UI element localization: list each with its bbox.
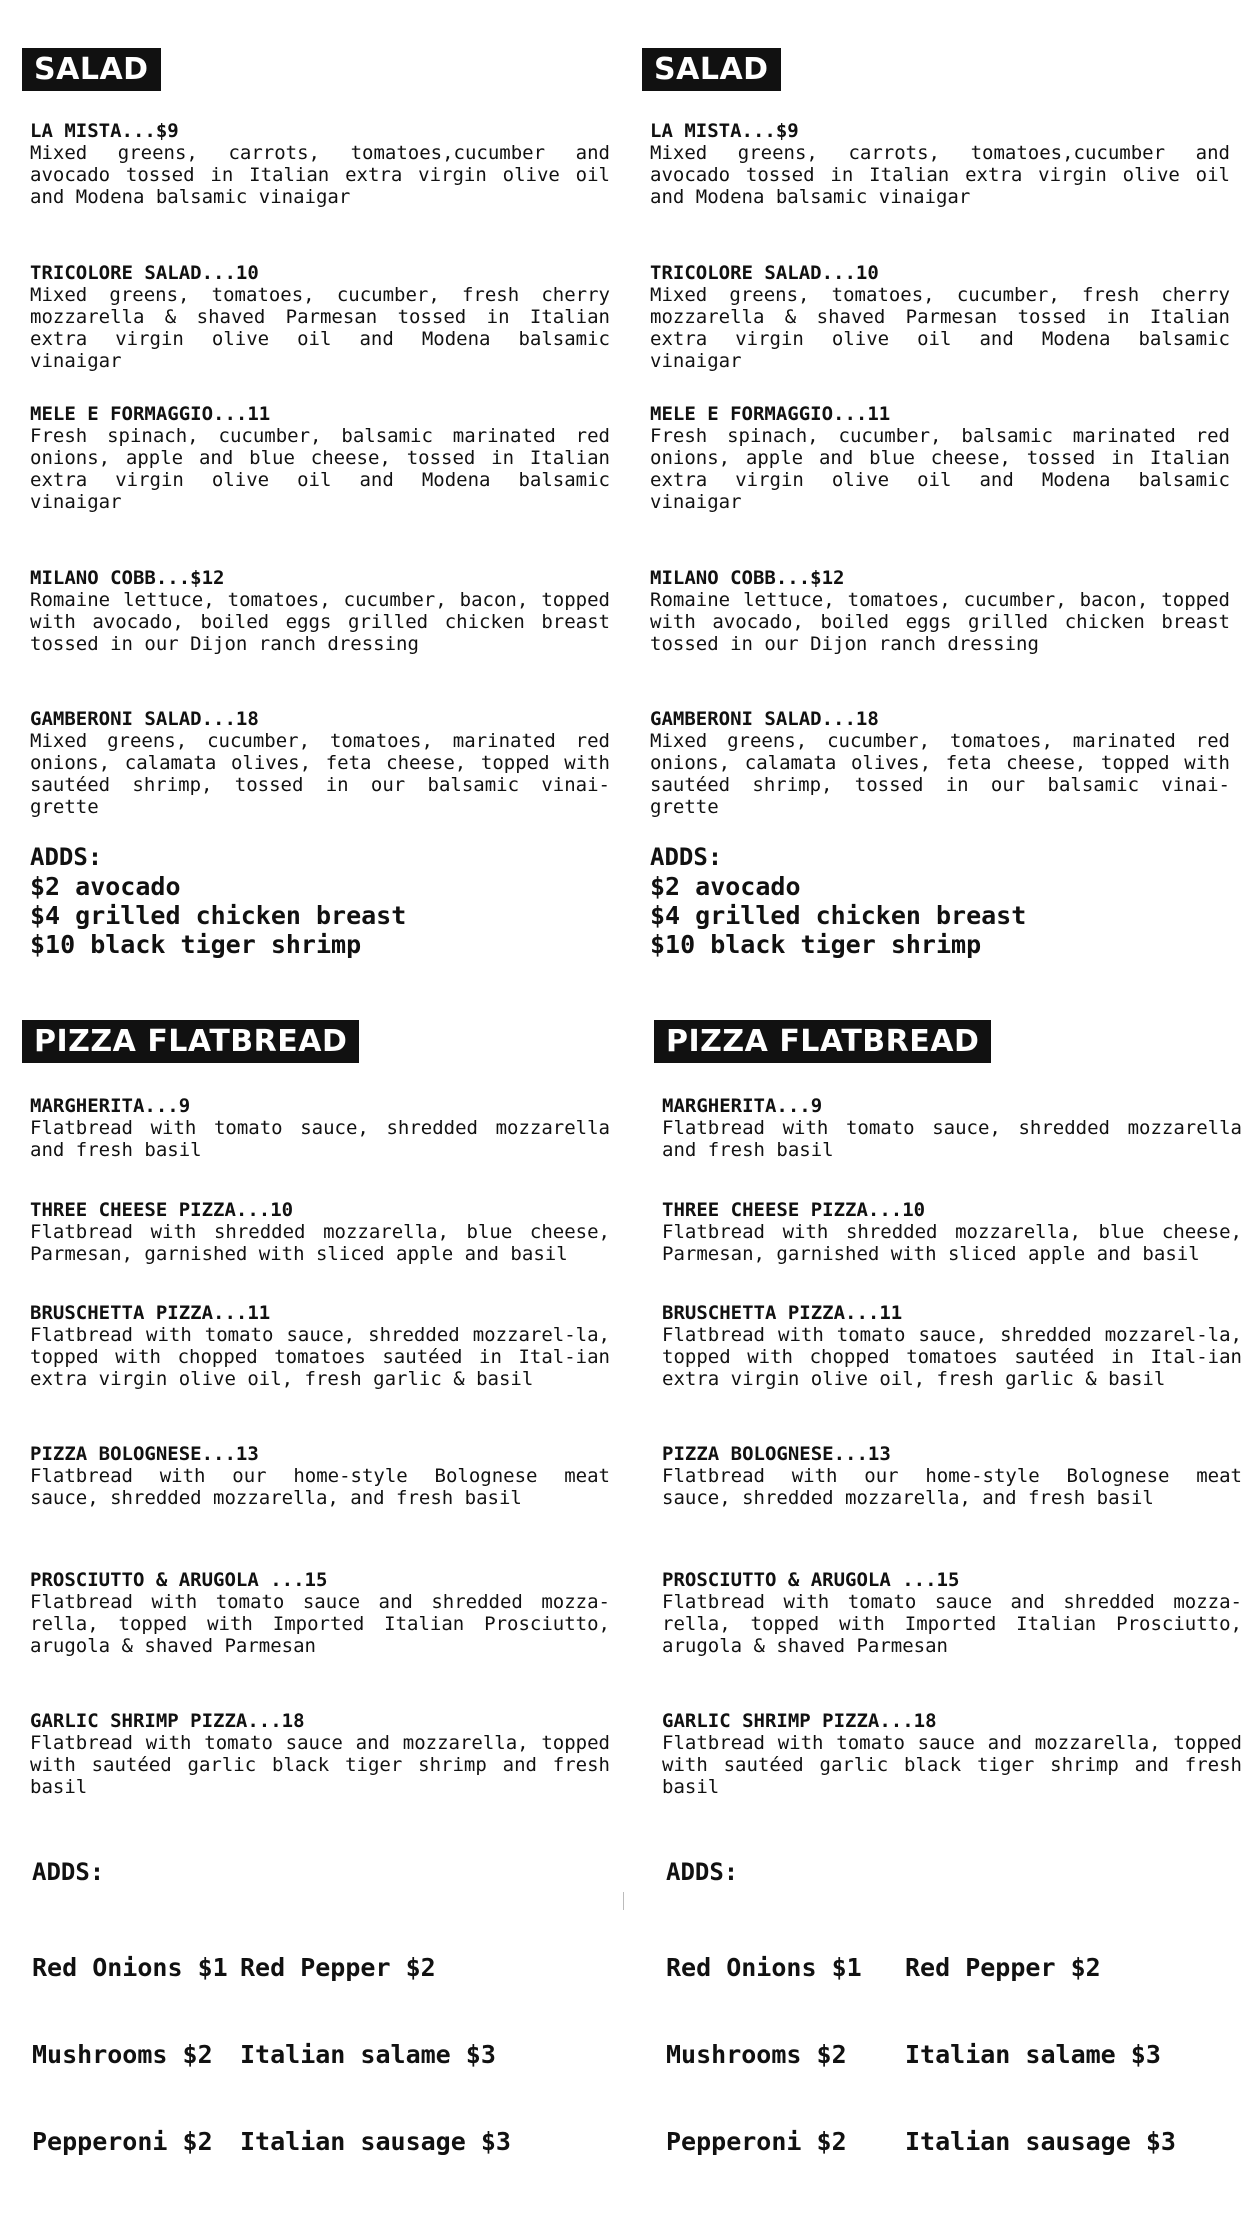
item-title: MILANO COBB...$12 xyxy=(650,567,845,589)
item-description: Flatbread with tomato sauce, shredded mozzarella and fresh basil xyxy=(662,1117,1242,1161)
menu-item xyxy=(662,1710,1242,1798)
item-title: PIZZA BOLOGNESE...13 xyxy=(662,1443,891,1465)
pizza-header: PIZZA FLATBREAD xyxy=(654,1020,991,1063)
pizza-add-item: Italian salame $3 xyxy=(240,2040,496,2069)
item-title: GARLIC SHRIMP PIZZA...18 xyxy=(662,1710,937,1732)
item-title: BRUSCHETTA PIZZA...11 xyxy=(662,1302,903,1324)
item-title: LA MISTA...$9 xyxy=(30,120,179,142)
item-description: Flatbread with our home-style Bolognese meat sauce, shredded mozzarella, and fresh basil xyxy=(662,1465,1242,1509)
item-description: Romaine lettuce, tomatoes, cucumber, bacon, topped with avocado, boiled eggs grilled chicken breast tossed in our Dijon ranch dressing xyxy=(650,589,1230,655)
menu-item xyxy=(30,1710,610,1798)
item-title: PROSCIUTTO & ARUGOLA ...15 xyxy=(662,1569,960,1591)
item-description: Mixed greens, tomatoes, cucumber, fresh cherry mozzarella & shaved Parmesan tossed in Italian extra virgin olive oil and Modena balsamic vinaigar xyxy=(650,284,1230,372)
salad-add-item: $2 avocado xyxy=(30,872,181,901)
item-description: Flatbread with tomato sauce, shredded mozzarel-la, topped with chopped tomatoes sautéed in Ital-ian extra virgin olive oil, fresh garlic & basil xyxy=(30,1324,610,1390)
item-description: Flatbread with tomato sauce and shredded mozza-rella, topped with Imported Italian Prosciutto, arugola & shaved Parmesan xyxy=(30,1591,610,1657)
pizza-add-item: Red Onions $1 xyxy=(666,1953,862,1982)
item-title: MARGHERITA...9 xyxy=(662,1095,823,1117)
item-title: MELE E FORMAGGIO...11 xyxy=(650,403,891,425)
item-description: Flatbread with tomato sauce, shredded mozzarella and fresh basil xyxy=(30,1117,610,1161)
salad-add-item: $2 avocado xyxy=(650,872,801,901)
item-title: TRICOLORE SALAD...10 xyxy=(650,262,879,284)
pizza-adds-label: ADDS: xyxy=(666,1858,739,1886)
pizza-add-item: Italian sausage $3 xyxy=(240,2127,511,2156)
pizza-add-item: Red Pepper $2 xyxy=(905,1953,1101,1982)
salad-header: SALAD xyxy=(642,48,781,91)
item-title: GARLIC SHRIMP PIZZA...18 xyxy=(30,1710,305,1732)
item-description: Flatbread with tomato sauce and mozzarella, topped with sautéed garlic black tiger shrimp and fresh basil xyxy=(30,1732,610,1798)
item-description: Flatbread with our home-style Bolognese meat sauce, shredded mozzarella, and fresh basil xyxy=(30,1465,610,1509)
item-title: GAMBERONI SALAD...18 xyxy=(30,708,259,730)
item-title: TRICOLORE SALAD...10 xyxy=(30,262,259,284)
item-description: Mixed greens, carrots, tomatoes,cucumber and avocado tossed in Italian extra virgin olive oil and Modena balsamic vinaigar xyxy=(30,142,610,208)
item-description: Mixed greens, cucumber, tomatoes, marinated red onions, calamata olives, feta cheese, topped with sautéed shrimp, tossed in our balsamic vinai-grette xyxy=(650,730,1230,818)
salad-add-item: $4 grilled chicken breast xyxy=(650,901,1027,930)
salad-add-item: $4 grilled chicken breast xyxy=(30,901,407,930)
item-description: Flatbread with tomato sauce and mozzarella, topped with sautéed garlic black tiger shrimp and fresh basil xyxy=(662,1732,1242,1798)
menu-item xyxy=(30,1302,610,1390)
menu-column-right xyxy=(650,0,1242,2156)
pizza-header: PIZZA FLATBREAD xyxy=(22,1020,359,1063)
menu-item xyxy=(30,567,610,655)
pizza-add-item: Mushrooms $2 xyxy=(32,2040,213,2069)
item-title: MELE E FORMAGGIO...11 xyxy=(30,403,271,425)
salad-header: SALAD xyxy=(22,48,161,91)
item-description: Mixed greens, carrots, tomatoes,cucumber and avocado tossed in Italian extra virgin olive oil and Modena balsamic vinaigar xyxy=(650,142,1230,208)
pizza-adds-label: ADDS: xyxy=(32,1858,105,1886)
salad-adds-label: ADDS: xyxy=(650,843,723,871)
item-description: Flatbread with shredded mozzarella, blue cheese, Parmesan, garnished with sliced apple and basil xyxy=(662,1221,1242,1265)
pizza-add-item: Pepperoni $2 xyxy=(32,2127,213,2156)
menu-item xyxy=(30,262,610,372)
item-description: Romaine lettuce, tomatoes, cucumber, bacon, topped with avocado, boiled eggs grilled chicken breast tossed in our Dijon ranch dressing xyxy=(30,589,610,655)
menu-item xyxy=(650,708,1230,818)
pizza-adds-left xyxy=(32,1895,228,2214)
item-description: Flatbread with tomato sauce and shredded mozza-rella, topped with Imported Italian Prosciutto, arugola & shaved Parmesan xyxy=(662,1591,1242,1657)
menu-column-left xyxy=(30,0,620,2156)
menu-item xyxy=(30,1199,610,1265)
salad-add-item: $10 black tiger shrimp xyxy=(30,930,362,959)
pizza-adds-right xyxy=(905,1895,1176,2214)
menu-item xyxy=(662,1302,1242,1390)
item-title: LA MISTA...$9 xyxy=(650,120,799,142)
menu-item xyxy=(650,262,1230,372)
menu-item xyxy=(30,1443,610,1509)
item-title: PIZZA BOLOGNESE...13 xyxy=(30,1443,259,1465)
pizza-add-item: Red Onions $1 xyxy=(32,1953,228,1982)
menu-item xyxy=(662,1199,1242,1265)
menu-item xyxy=(650,120,1230,208)
pizza-add-item: Mushrooms $2 xyxy=(666,2040,847,2069)
item-description: Fresh spinach, cucumber, balsamic marinated red onions, apple and blue cheese, tossed in Italian extra virgin olive oil and Modena balsamic vinaigar xyxy=(650,425,1230,513)
item-title: MARGHERITA...9 xyxy=(30,1095,191,1117)
menu-item xyxy=(650,567,1230,655)
item-title: PROSCIUTTO & ARUGOLA ...15 xyxy=(30,1569,328,1591)
item-title: MILANO COBB...$12 xyxy=(30,567,225,589)
menu-item xyxy=(30,708,610,818)
menu-item xyxy=(662,1443,1242,1509)
item-title: BRUSCHETTA PIZZA...11 xyxy=(30,1302,271,1324)
menu-item xyxy=(30,1569,610,1657)
menu-item xyxy=(662,1569,1242,1657)
item-title: THREE CHEESE PIZZA...10 xyxy=(662,1199,926,1221)
item-description: Fresh spinach, cucumber, balsamic marinated red onions, apple and blue cheese, tossed in Italian extra virgin olive oil and Modena balsamic vinaigar xyxy=(30,425,610,513)
salad-adds-label: ADDS: xyxy=(30,843,103,871)
pizza-add-item: Red Pepper $2 xyxy=(240,1953,436,1982)
pizza-add-item: Italian sausage $3 xyxy=(905,2127,1176,2156)
item-description: Mixed greens, tomatoes, cucumber, fresh cherry mozzarella & shaved Parmesan tossed in Italian extra virgin olive oil and Modena balsamic vinaigar xyxy=(30,284,610,372)
pizza-add-item: Italian salame $3 xyxy=(905,2040,1161,2069)
item-description: Flatbread with tomato sauce, shredded mozzarel-la, topped with chopped tomatoes sautéed in Ital-ian extra virgin olive oil, fresh garlic & basil xyxy=(662,1324,1242,1390)
column-divider xyxy=(623,1892,624,1910)
menu-item xyxy=(662,1095,1242,1161)
item-description: Flatbread with shredded mozzarella, blue cheese, Parmesan, garnished with sliced apple and basil xyxy=(30,1221,610,1265)
pizza-adds-right xyxy=(240,1895,511,2214)
menu-item xyxy=(650,403,1230,513)
menu-item xyxy=(30,403,610,513)
pizza-adds-left xyxy=(666,1895,862,2214)
salad-add-item: $10 black tiger shrimp xyxy=(650,930,982,959)
item-title: THREE CHEESE PIZZA...10 xyxy=(30,1199,294,1221)
pizza-add-item: Pepperoni $2 xyxy=(666,2127,847,2156)
menu-item xyxy=(30,120,610,208)
menu-item xyxy=(30,1095,610,1161)
item-title: GAMBERONI SALAD...18 xyxy=(650,708,879,730)
item-description: Mixed greens, cucumber, tomatoes, marinated red onions, calamata olives, feta cheese, topped with sautéed shrimp, tossed in our balsamic vinai-grette xyxy=(30,730,610,818)
